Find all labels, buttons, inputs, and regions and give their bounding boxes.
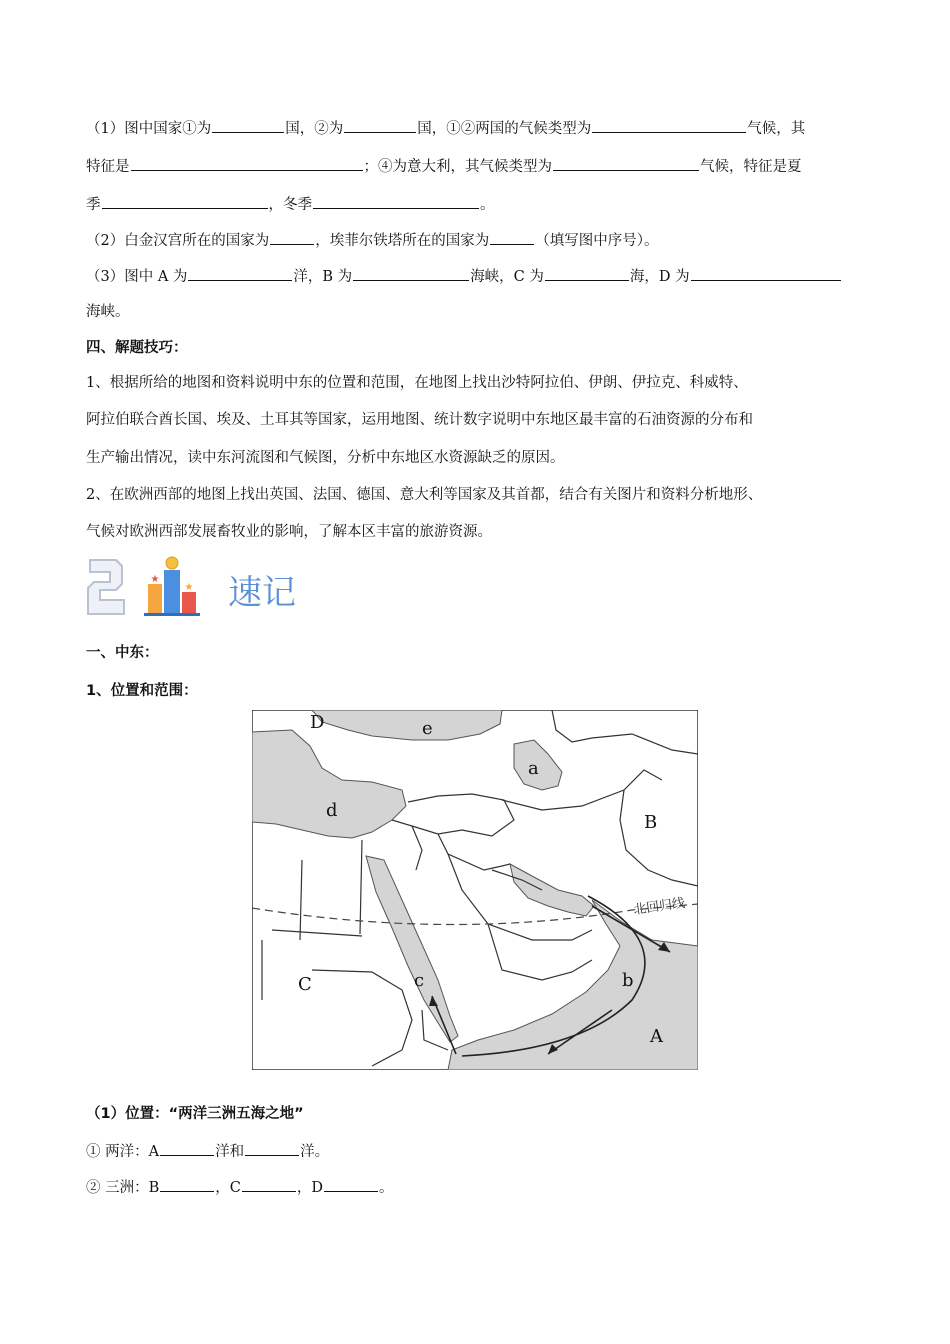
blank-strait-b[interactable] — [353, 266, 469, 281]
text: （2）白金汉宫所在的国家为 — [86, 233, 270, 249]
section4-item2-line2: 气候对欧洲西部发展畜牧业的影响，了解本区丰富的旅游资源。 — [86, 524, 492, 540]
two-oceans-line — [86, 1141, 329, 1162]
text: 洋和 — [215, 1144, 245, 1160]
text: 。 — [379, 1180, 394, 1196]
label-D: D — [310, 712, 325, 733]
blank-climate-type[interactable] — [592, 118, 746, 133]
section4-heading: 四、解题技巧： — [86, 340, 188, 356]
text: 特征是 — [86, 159, 130, 175]
q1-line-3 — [86, 194, 495, 215]
blank-country-2[interactable] — [344, 118, 416, 133]
text: 国，①②两国的气候类型为 — [417, 121, 592, 137]
text: ，C — [215, 1180, 241, 1196]
svg-text:★: ★ — [184, 582, 194, 593]
logo-title: 速记 — [228, 573, 296, 613]
text: 海，D 为 — [629, 269, 690, 285]
blank-italy-climate[interactable] — [553, 156, 699, 171]
q1-line-1 — [86, 118, 805, 139]
text: （填写图中序号）。 — [535, 233, 659, 249]
text: 洋，B 为 — [293, 269, 353, 285]
blank-country-1[interactable] — [212, 118, 284, 133]
text: 洋。 — [300, 1144, 330, 1160]
number-2-icon — [88, 560, 124, 614]
label-A: A — [650, 1026, 663, 1047]
section4-item1-line1: 1、根据所给的地图和资料说明中东的位置和范围，在地图上找出沙特阿拉伯、伊朗、伊拉克、科威特、 — [86, 375, 748, 391]
three-continents-line — [86, 1177, 394, 1198]
blank-summer[interactable] — [102, 194, 268, 209]
label-B: B — [644, 812, 658, 833]
tropic-label: 北回归线 — [632, 895, 687, 918]
text: 。 — [480, 197, 495, 213]
middle-east-heading: 一、中东： — [86, 645, 159, 661]
text: ；④为意大利，其气候类型为 — [363, 159, 552, 175]
podium-icon — [144, 557, 200, 616]
blank-ocean-2[interactable] — [245, 1141, 299, 1156]
label-d: d — [326, 800, 338, 821]
blank-sea-c[interactable] — [545, 266, 629, 281]
blank-continent-b[interactable] — [160, 1177, 214, 1192]
q3-line-1 — [86, 266, 842, 287]
text: ，埃菲尔铁塔所在的国家为 — [315, 233, 490, 249]
blank-ocean-1[interactable] — [160, 1141, 214, 1156]
text: 海峡，C 为 — [470, 269, 544, 285]
blank-continent-d[interactable] — [324, 1177, 378, 1192]
blank-strait-d[interactable] — [691, 266, 841, 281]
label-C: C — [298, 974, 312, 995]
text: ② 三洲：B — [86, 1180, 160, 1196]
q1-line-2 — [86, 156, 802, 177]
label-e: e — [422, 718, 433, 739]
blank-eiffel[interactable] — [490, 230, 534, 245]
blank-feature[interactable] — [131, 156, 363, 171]
q3-line-2 — [86, 302, 130, 322]
text: ，冬季 — [268, 197, 312, 213]
label-a: a — [528, 758, 539, 779]
quick-memory-logo — [86, 552, 316, 620]
middle-east-map — [252, 710, 698, 1070]
blank-ocean-a[interactable] — [188, 266, 292, 281]
text: 气候，其 — [747, 121, 806, 137]
blank-continent-c[interactable] — [242, 1177, 296, 1192]
section4-item2-line1: 2、在欧洲西部的地图上找出英国、法国、德国、意大利等国家及其首都，结合有关图片和资料分析地形、 — [86, 487, 763, 503]
svg-text:★: ★ — [150, 574, 160, 585]
text: ，D — [296, 1180, 324, 1196]
blank-winter[interactable] — [313, 194, 479, 209]
blank-buckingham[interactable] — [270, 230, 314, 245]
section4-item1-line3: 生产输出情况，读中东河流图和气候图，分析中东地区水资源缺乏的原因。 — [86, 450, 565, 466]
q2-line — [86, 230, 658, 251]
position-heading: （1）位置：“两洋三洲五海之地” — [86, 1106, 304, 1122]
section4-item1-line2: 阿拉伯联合酋长国、埃及、土耳其等国家，运用地图、统计数字说明中东地区最丰富的石油资源的分布和 — [86, 412, 753, 428]
label-c: c — [414, 970, 425, 991]
text: 季 — [86, 197, 101, 213]
text: ① 两洋：A — [86, 1144, 160, 1160]
text: 气候，特征是夏 — [700, 159, 802, 175]
text: 国，②为 — [285, 121, 344, 137]
label-b: b — [622, 970, 634, 991]
position-range-heading: 1、位置和范围： — [86, 683, 198, 699]
text: （1）图中国家①为 — [86, 121, 212, 137]
text: （3）图中 A 为 — [86, 269, 188, 285]
text: 海峡。 — [86, 304, 130, 320]
